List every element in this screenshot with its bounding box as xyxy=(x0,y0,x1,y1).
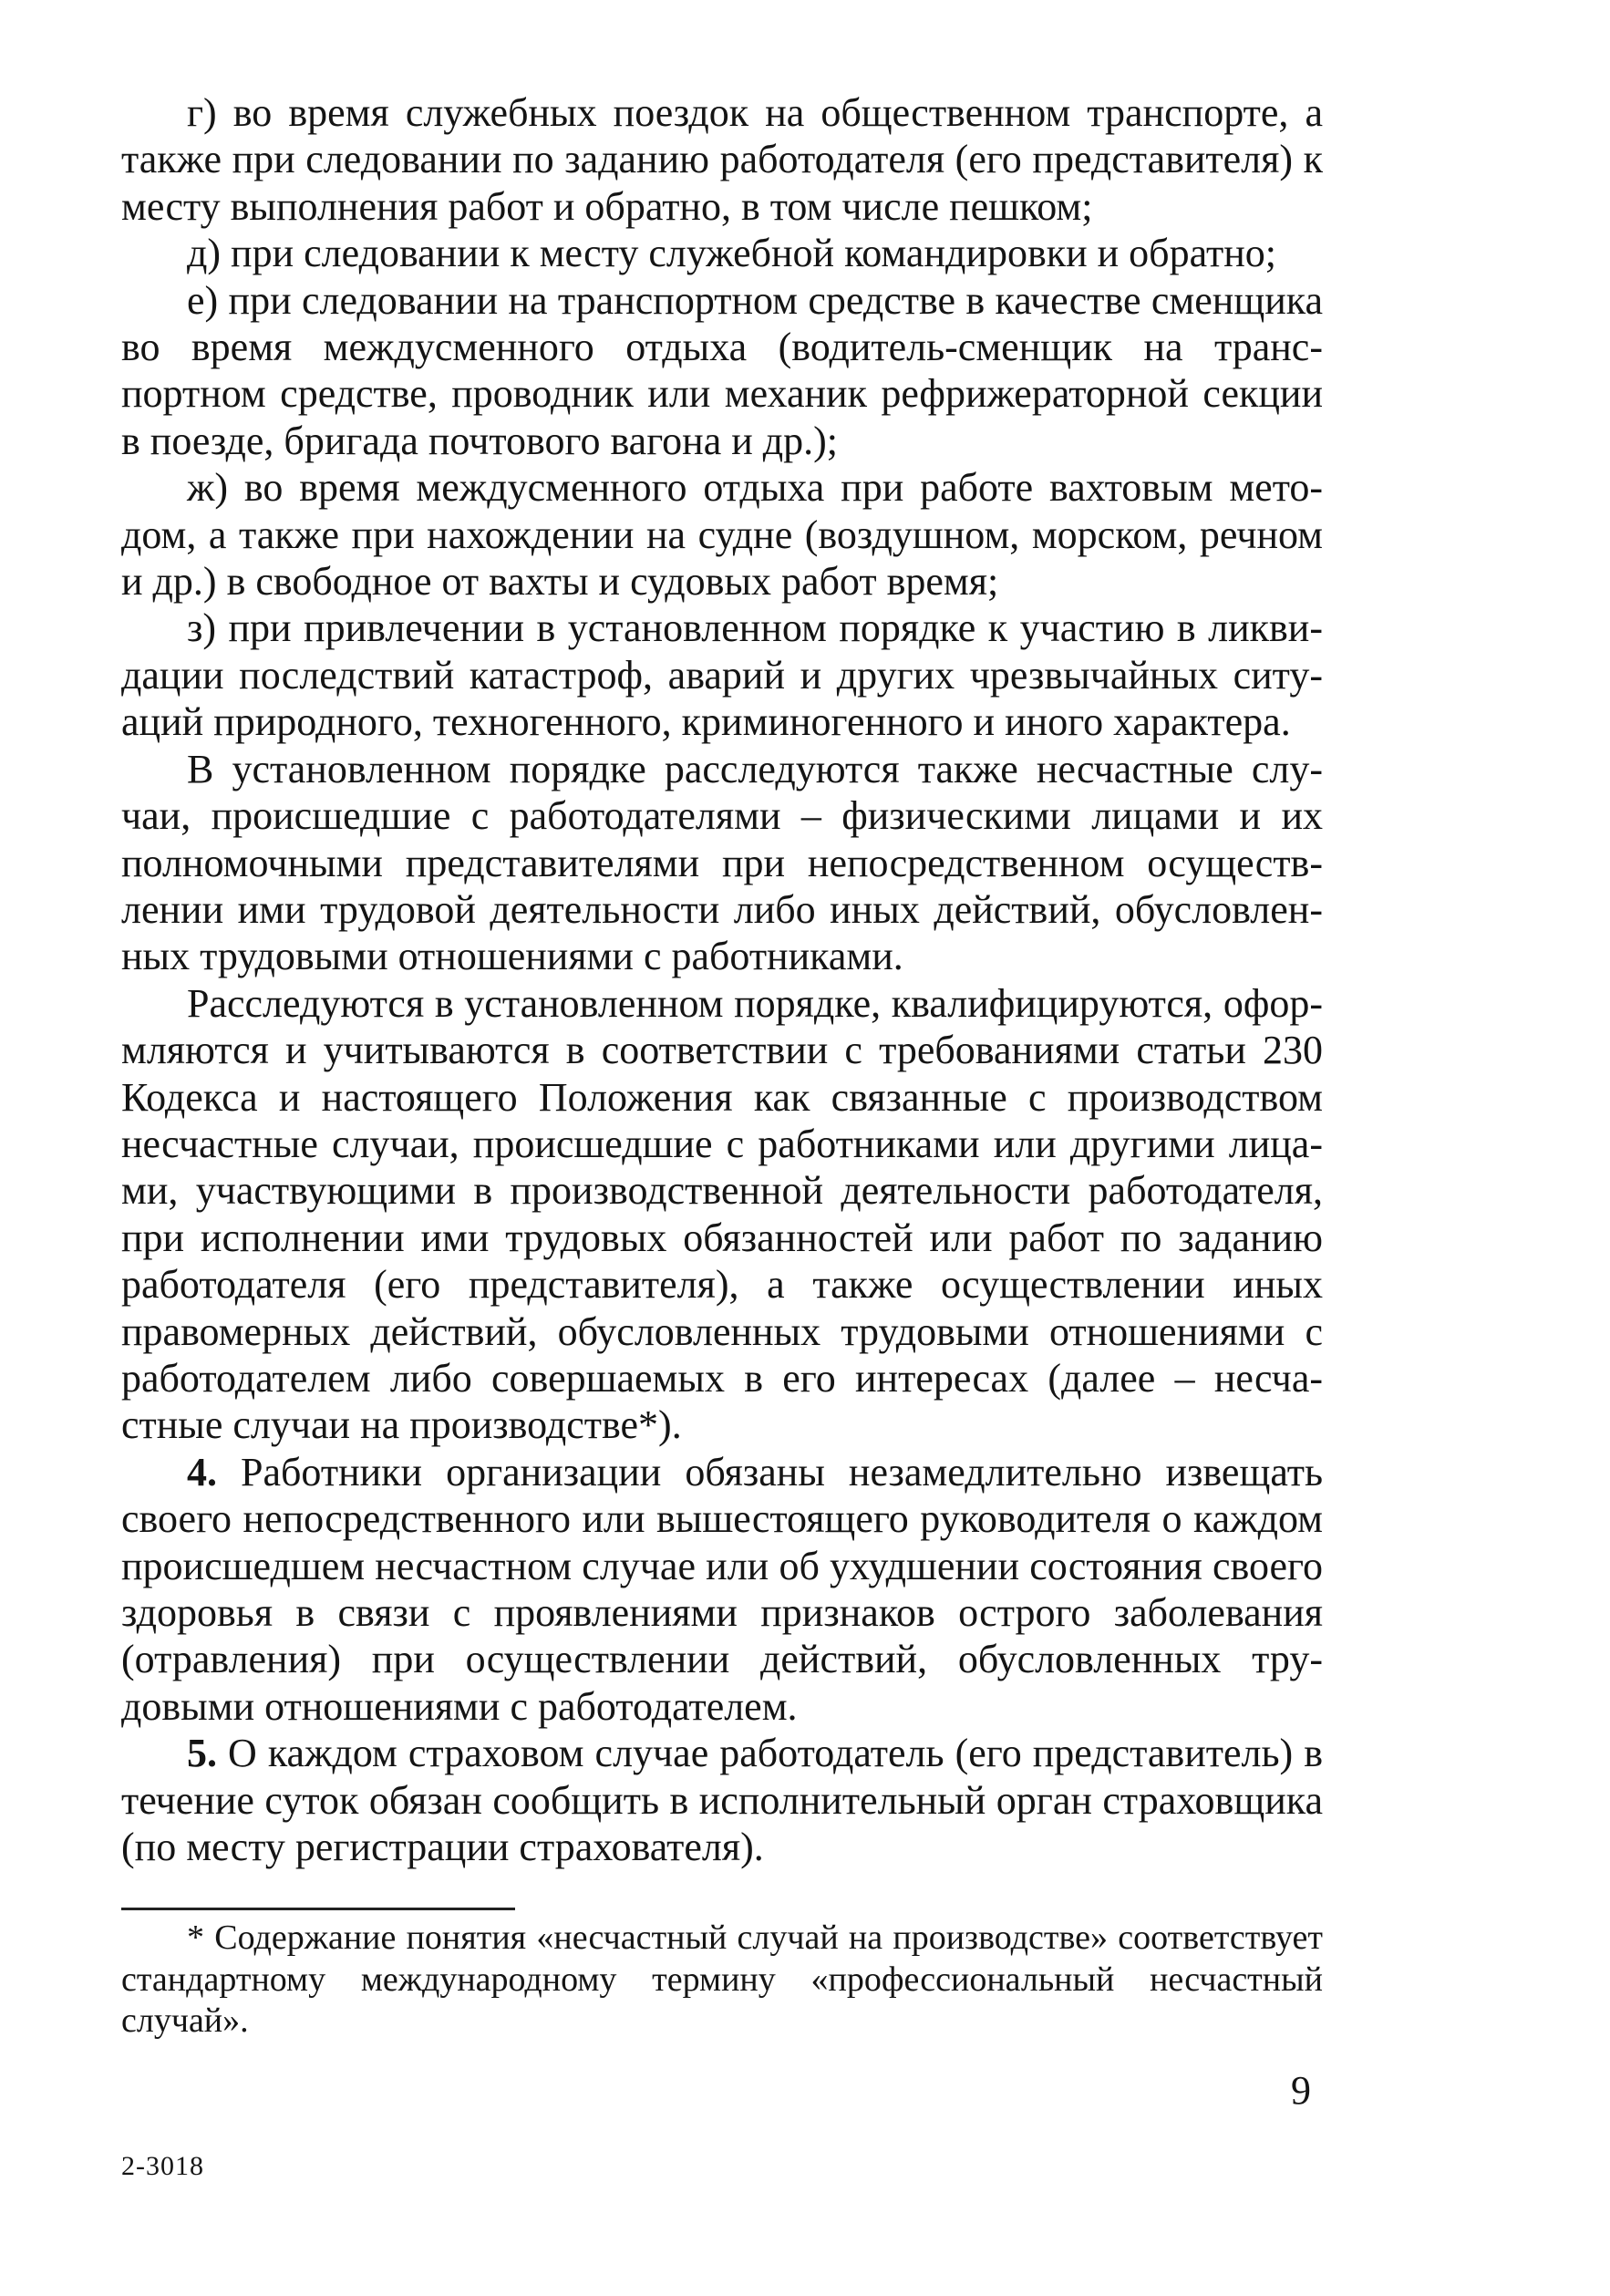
print-signature-mark: 2-3018 xyxy=(121,2151,204,2181)
paragraph-subitem-zh xyxy=(121,464,1323,605)
paragraph-text: з) при привлечении в установленном порядке к участию в ликвидации последствий катастроф, аварий и других чрезвычайных ситуаций природного, техногенного, криминогенного и иного характера. xyxy=(121,605,1323,745)
paragraph-text: д) при следовании к месту служебной командировки и обратно; xyxy=(187,231,1276,276)
paragraph-employers-investigation xyxy=(121,746,1323,980)
paragraph-number: 5. xyxy=(187,1731,217,1776)
paragraph-text: Расследуются в установленном порядке, квалифицируются, оформляются и учитываются в соответствии с требованиями статьи 230 Кодекса и настоящего Положения как связанные с производством несчастные случаи, происшедшие с работниками или другими лицами, участвующими в производственной деятельности работодателя, при исполнении ими трудовых обязанностей или работ по заданию работодателя (его представителя), а также осуществлении иных правомерных действий, обусловленных трудовыми отношениями с работодателем либо совершаемых в его интересах (далее – несчастные случаи на производстве*). xyxy=(121,980,1323,1448)
footnote: * Содержание понятия «несчастный случай на производстве» соответствует стандартному международному термину «профессиональный несчастный случай». xyxy=(121,1919,1323,2040)
paragraph-item-5 xyxy=(121,1730,1323,1870)
paragraph-subitem-e xyxy=(121,277,1323,465)
paragraph-subitem-g xyxy=(121,89,1323,230)
paragraph-text: ж) во время междусменного отдыха при работе вахтовым методом, а также при нахождении на судне (воздушном, морском, речном и др.) в свободное от вахты и судовых работ время; xyxy=(121,465,1323,605)
paragraph-number: 4. xyxy=(187,1449,217,1494)
paragraph-item-4 xyxy=(121,1449,1323,1730)
footnote-divider xyxy=(121,1908,515,1910)
paragraph-text: г) во время служебных поездок на общественном транспорте, а также при следовании по заданию работодателя (его представителя) к месту выполнения работ и обратно, в том числе пешком; xyxy=(121,90,1323,229)
page-number: 9 xyxy=(1291,2068,1311,2113)
paragraph-subitem-d xyxy=(121,230,1323,276)
paragraph-text: В установленном порядке расследуются также несчастные случаи, происшедшие с работодателями – физическими лицами и их полномочными представителями при непосредственном осуществлении ими трудовой деятельности либо иных действий, обусловленных трудовыми отношениями с работниками. xyxy=(121,746,1323,979)
paragraph-subitem-z xyxy=(121,605,1323,745)
paragraph-text: Работники организации обязаны незамедлительно извещать своего непосредственного или вышестоящего руководителя о каждом происшедшем несчастном случае или об ухудшении состояния своего здоровья в связи с проявлениями признаков острого заболевания (отравления) при осуществлении действий, обусловленных трудовыми отношениями с работодателем. xyxy=(121,1449,1324,1729)
paragraph-text: О каждом страховом случае работодатель (его представитель) в течение суток обязан сообщить в исполнительный орган страховщика (по месту регистрации страхователя). xyxy=(121,1731,1323,1870)
body-text xyxy=(121,89,1323,1870)
paragraph-investigation-rules xyxy=(121,980,1323,1449)
paragraph-text: е) при следовании на транспортном средстве в качестве сменщика во время междусменного отдыха (водитель-сменщик на транспортном средстве, проводник или механик рефрижераторной секции в поезде, бригада почтового вагона и др.); xyxy=(121,277,1323,463)
